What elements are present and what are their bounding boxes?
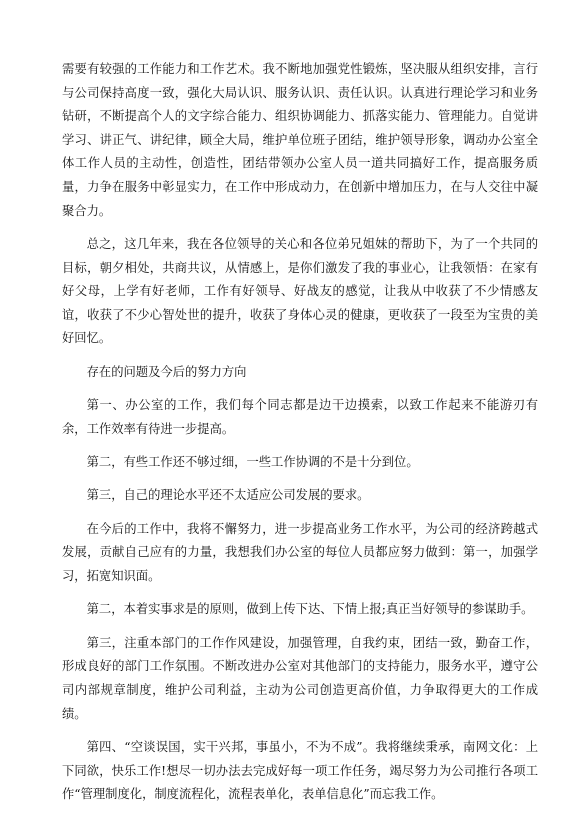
paragraph-summary: 总之，这几年来，我在各位领导的关心和各位弟兄姐妹的帮助下，为了一个共同的目标，朝夕相处，共商共议，从情感上，是你们激发了我的事业心，让我领悟：在家有好父母，上学有好老师，工作有好领导、好战友的感觉，让我从中收获了不少情感友谊，收获了不少心智处世的提升，收获了身体心灵的健康，更收获了一段至为宝贵的美好回忆。 (62, 236, 538, 346)
paragraph-future-third: 第三，注重本部门的工作作风建设，加强管理，自我约束，团结一致，勤奋工作，形成良好的部门工作氛围。不断改进办公室对其他部门的支持能力，服务水平，遵守公司内部规章制度，维护公司利益，主动为公司创造更高价值，力争取得更大的工作成绩。 (62, 635, 538, 721)
paragraph-future-fourth: 第四、“空谈误国，实干兴邦，事虽小，不为不成”。我将继续秉承，南网文化：上下同欲，快乐工作!想尽一切办法去完成好每一项工作任务，竭尽努力为公司推行各项工作“管理制度化，制度流程化，流程表单化，表单信息化”而忘我工作。 (62, 740, 538, 802)
paragraph-future-intro: 在今后的工作中，我将不懈努力，进一步提高业务工作水平，为公司的经济跨越式发展，贡献自己应有的力量，我想我们办公室的每位人员都应努力做到：第一，加强学习，拓宽知识面。 (62, 521, 538, 584)
paragraph-problem-second: 第二，有些工作还不够过细，一些工作协调的不是十分到位。 (86, 455, 419, 470)
paragraph-future-second: 第二，本着实事求是的原则，做到上传下达、下情上报;真正当好领导的参谋助手。 (86, 602, 534, 617)
section-heading-problems: 存在的问题及今后的努力方向 (86, 364, 247, 379)
document-body (62, 58, 538, 817)
paragraph-work-ability: 需要有较强的工作能力和工作艺术。我不断地加强党性锻炼，坚决服从组织安排，言行与公司保持高度一致，强化大局认识、服务认识、责任认识。认真进行理论学习和业务钻研，不断提高个人的文字综合能力、组织协调能力、抓落实能力、管理能力。自觉讲学习、讲正气、讲纪律，顾全大局，维护单位班子团结，维护领导形象，调动办公室全体工作人员的主动性，创造性，团结带领办公室人员一道共同搞好工作，提高服务质量，力争在服务中彰显实力，在工作中形成动力，在创新中增加压力，在与人交往中凝聚合力。 (62, 62, 538, 218)
paragraph-problem-first: 第一、办公室的工作，我们每个同志都是边干边摸索，以致工作起来不能游刃有余，工作效率有待进一步提高。 (62, 398, 538, 436)
paragraph-problem-third: 第三，自己的理论水平还不太适应公司发展的要求。 (86, 488, 370, 503)
